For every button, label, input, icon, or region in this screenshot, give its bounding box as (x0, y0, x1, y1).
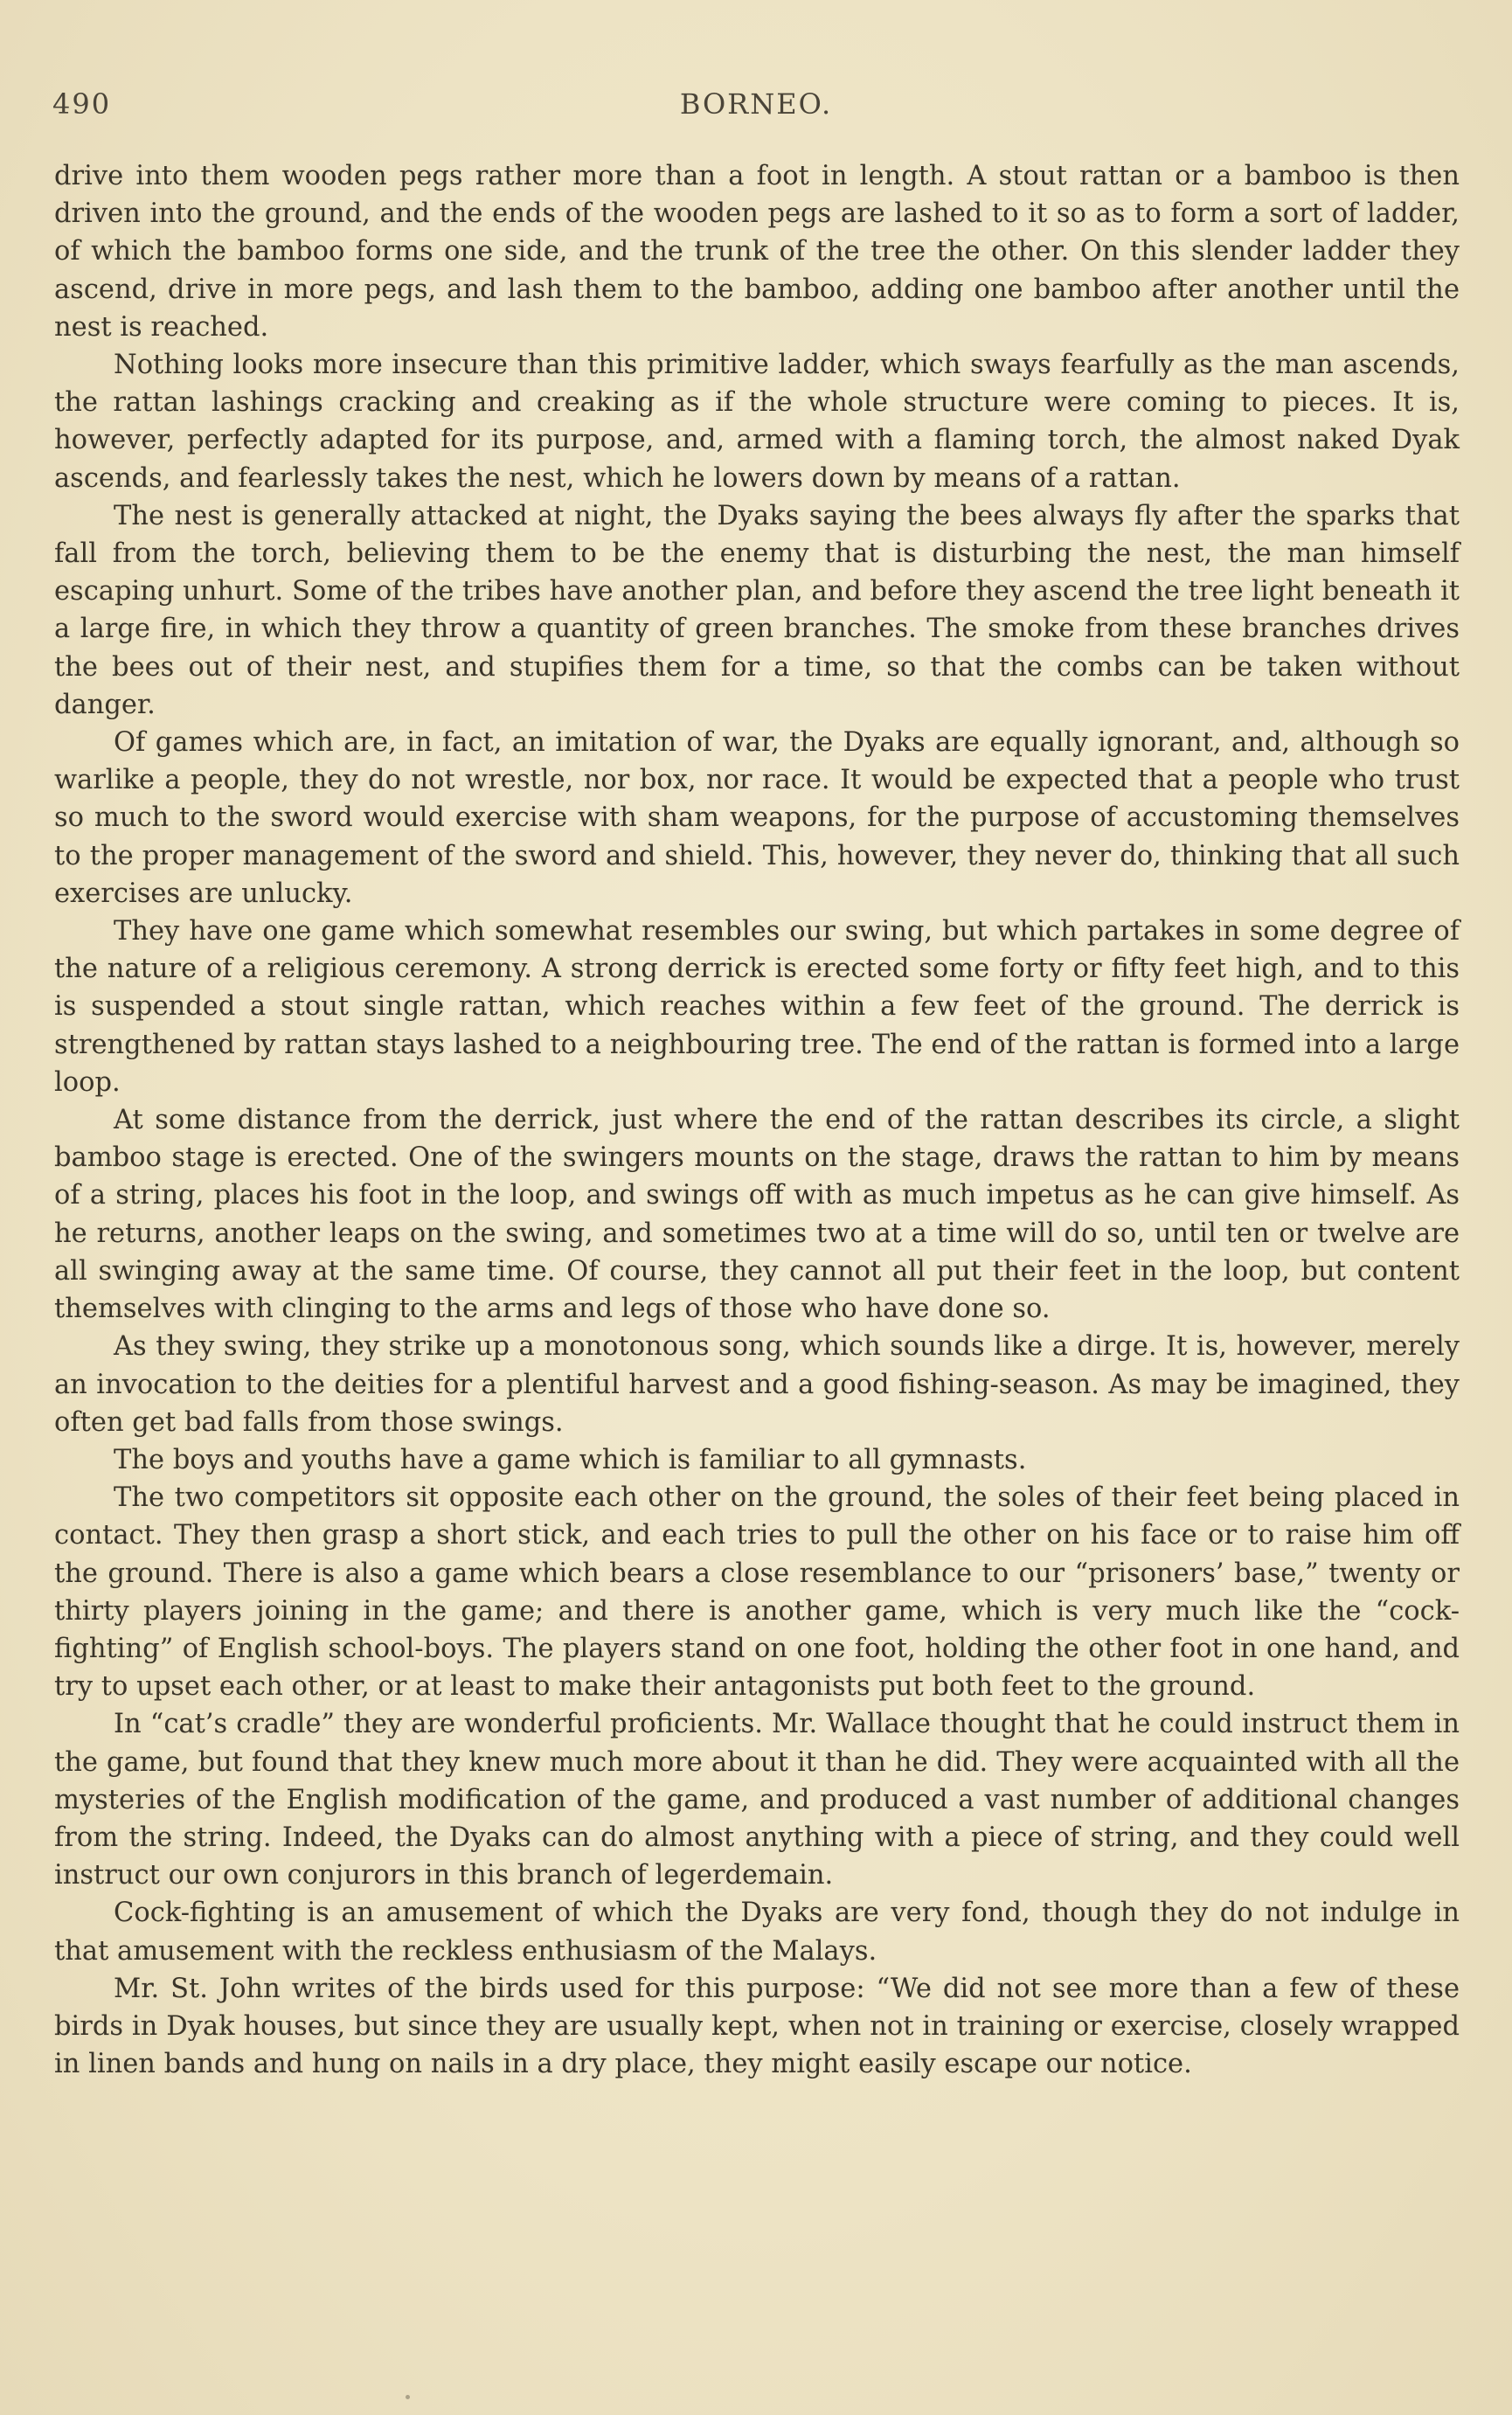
paragraph: The two competitors sit opposite each other on the ground, the soles of their feet being placed in contact. They then grasp a short stick, and each tries to pull the other on his face or to raise him off the ground. There is also a game which bears a close resemblance to our “prisoners’ base,” twenty or thirty players joining in the game; and there is another game, which is very much like the “cock-fighting” of English school-boys. The players stand on one foot, holding the other foot in one hand, and try to upset each other, or at least to make their antagonists put both feet to the ground. (54, 1482, 1460, 1703)
paragraph-continued: drive into them wooden pegs rather more than a foot in length. A stout rattan or a bamboo is then driven into the ground, and the ends of the wooden pegs are lashed to it so as to form a sort of ladder, of which the bamboo forms one side, and the trunk of the tree the other. On this slender ladder they ascend, drive in more pegs, and lash them to the bamboo, adding one bamboo after another until the nest is reached. (54, 161, 1460, 343)
running-title: BORNEO. (679, 87, 833, 121)
paragraph: The nest is generally attacked at night, the Dyaks saying the bees always fly after the sparks that fall from the torch, believing them to be the enemy that is disturbing the nest, the man himself escaping unhurt. Some of the tribes have another plan, and before they ascend the tree light beneath it a large fire, in which they throw a quantity of green branches. The smoke from these branches drives the bees out of their nest, and stupifies them for a time, so that the combs can be taken without danger. (54, 500, 1460, 720)
paper-speck (406, 2395, 410, 2399)
paragraph: As they swing, they strike up a monotonous song, which sounds like a dirge. It is, however, merely an invocation to the deities for a plentiful harvest and a good fishing-season. As may be imagined, they often get bad falls from those swings. (54, 1331, 1460, 1438)
paragraph: The boys and youths have a game which is familiar to all gymnasts. (114, 1444, 1027, 1475)
paragraph: Mr. St. John writes of the birds used for this purpose: “We did not see more than a few of these birds in Dyak houses, but since they are usually kept, when not in training or exercise, closely wrapped in linen bands and hung on nails in a dry place, they might easily escape our notice. (54, 1973, 1460, 2080)
paragraph: Of games which are, in fact, an imitation of war, the Dyaks are equally ignorant, and, although so warlike a people, they do not wrestle, nor box, nor race. It would be expected that a people who trust so much to the sword would exercise with sham weapons, for the purpose of accustoming themselves to the proper management of the sword and shield. This, however, they never do, thinking that all such exercises are unlucky. (54, 727, 1460, 909)
running-head (52, 87, 1460, 131)
paragraph: Cock-fighting is an amusement of which the Dyaks are very fond, though they do not indulge in that amusement with the reckless enthusiasm of the Malays. (54, 1898, 1460, 1967)
paragraph: Nothing looks more insecure than this primitive ladder, which sways fearfully as the man ascends, the rattan lashings cracking and creaking as if the whole structure were coming to pieces. It is, however, perfectly adapted for its purpose, and, armed with a flaming torch, the almost naked Dyak ascends, and fearlessly takes the nest, which he lowers down by means of a rattan. (54, 350, 1460, 494)
paragraph: At some distance from the derrick, just where the end of the rattan describes its circle, a slight bamboo stage is erected. One of the swingers mounts on the stage, draws the rattan to him by means of a string, places his foot in the loop, and swings off with as much impetus as he can give himself. As he returns, another leaps on the swing, and sometimes two at a time will do so, until ten or twelve are all swinging away at the same time. Of course, they cannot all put their feet in the loop, but content themselves with clinging to the arms and legs of those who have done so. (54, 1105, 1460, 1325)
body-text (54, 157, 1460, 2083)
page-number: 490 (52, 87, 112, 121)
paragraph: They have one game which somewhat resembles our swing, but which partakes in some degree of the nature of a religious ceremony. A strong derrick is erected some forty or fifty feet high, and to this is suspended a stout single rattan, which reaches within a few feet of the ground. The derrick is strengthened by rattan stays lashed to a neighbouring tree. The end of the rattan is formed into a large loop. (54, 916, 1460, 1098)
paragraph: In “cat’s cradle” they are wonderful proficients. Mr. Wallace thought that he could instruct them in the game, but found that they knew much more about it than he did. They were acquainted with all the mysteries of the English modification of the game, and produced a vast number of additional changes from the string. Indeed, the Dyaks can do almost anything with a piece of string, and they could well instruct our own conjurors in this branch of legerdemain. (54, 1709, 1460, 1891)
